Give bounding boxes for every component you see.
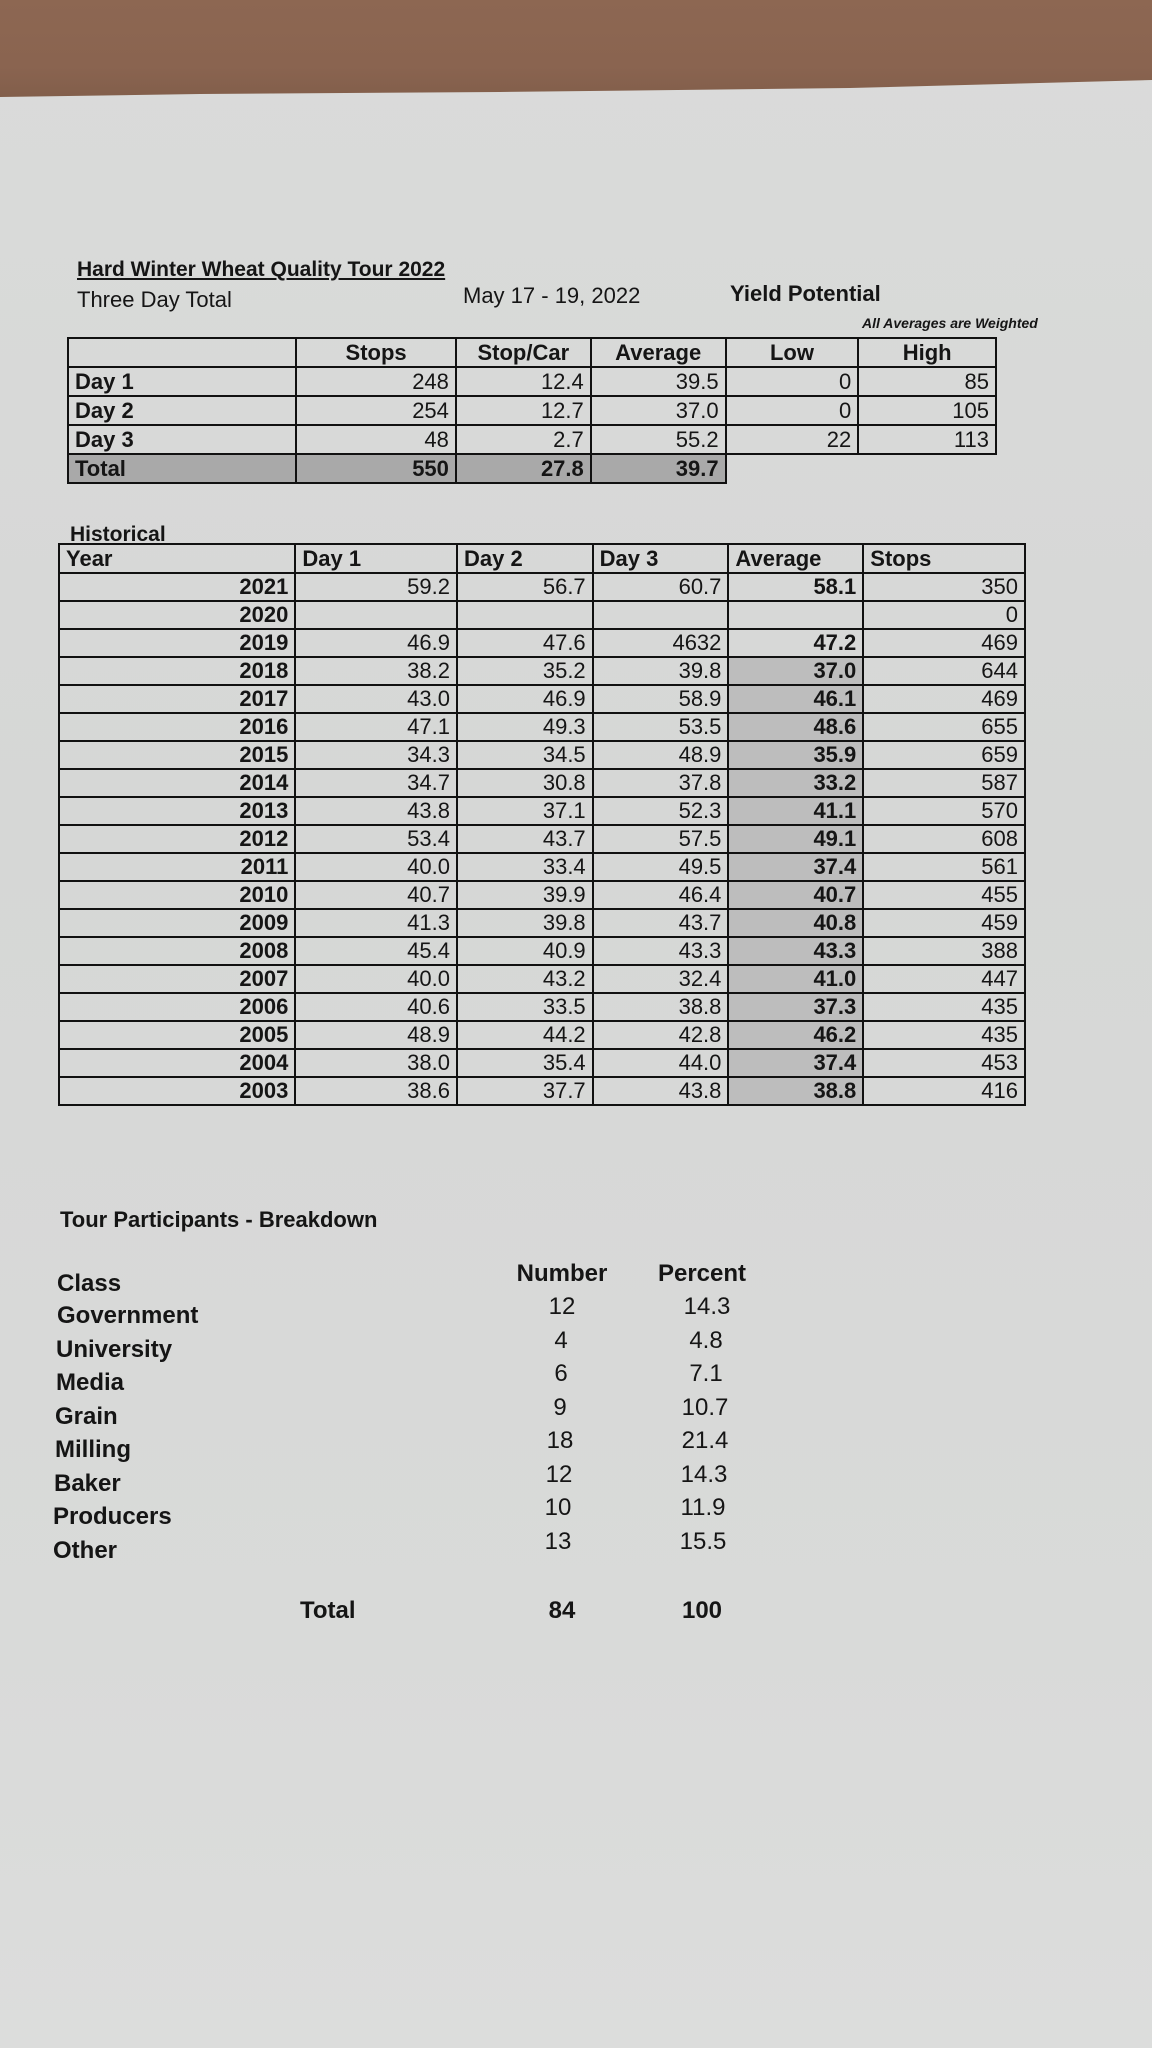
day3-cell: 37.8 — [593, 769, 729, 797]
participants-header-row — [57, 1260, 757, 1303]
day2-cell: 39.9 — [457, 881, 593, 909]
stop-car-cell: 2.7 — [456, 425, 591, 454]
total-percent: 100 — [681, 1597, 723, 1624]
participant-row — [54, 1460, 754, 1503]
average-cell: 46.1 — [728, 685, 863, 713]
stops-cell: 0 — [863, 601, 1025, 629]
year-cell: 2019 — [59, 629, 295, 657]
total-number: 84 — [548, 1597, 576, 1624]
year-cell: 2008 — [59, 937, 295, 965]
stops-cell: 644 — [863, 657, 1025, 685]
day1-cell: 43.8 — [295, 797, 457, 825]
day3-cell: 42.8 — [593, 1021, 729, 1049]
number-cell: 12 — [545, 1460, 573, 1488]
day2-cell: 33.4 — [457, 853, 593, 881]
day1-cell: 59.2 — [295, 573, 457, 601]
high-cell: 85 — [858, 367, 996, 396]
day3-cell: 58.9 — [593, 685, 729, 713]
year-cell: 2010 — [59, 881, 295, 909]
day3-cell: 44.0 — [593, 1049, 729, 1077]
day1-cell: 48.9 — [295, 1021, 457, 1049]
average-cell: 46.2 — [728, 1021, 863, 1049]
header-day2: Day 2 — [457, 544, 593, 573]
header-day1: Day 1 — [295, 544, 457, 573]
class-cell: Producers — [53, 1503, 172, 1530]
day1-cell: 45.4 — [295, 937, 457, 965]
day1-cell: 34.3 — [295, 741, 457, 769]
day2-cell: 40.9 — [457, 937, 593, 965]
year-cell: 2012 — [59, 825, 295, 853]
year-cell: 2009 — [59, 909, 295, 937]
percent-cell: 14.3 — [680, 1460, 728, 1488]
percent-cell: 14.3 — [683, 1293, 731, 1320]
number-cell: 4 — [554, 1326, 568, 1354]
day2-cell: 34.5 — [457, 741, 593, 769]
average-cell: 38.8 — [728, 1077, 863, 1105]
average-cell: 47.2 — [728, 629, 863, 657]
average-cell: 40.7 — [728, 881, 863, 909]
participants-title: Tour Participants - Breakdown — [60, 1207, 378, 1232]
day3-cell: 52.3 — [593, 797, 729, 825]
class-cell: Government — [57, 1302, 199, 1329]
average-cell: 55.2 — [591, 425, 726, 454]
stops-cell: 655 — [863, 713, 1025, 741]
year-cell: 2003 — [59, 1077, 295, 1105]
day2-cell: 43.7 — [457, 825, 593, 853]
average-cell: 37.4 — [728, 1049, 863, 1077]
day3-cell: 32.4 — [593, 965, 729, 993]
document-dates: May 17 - 19, 2022 — [463, 283, 641, 308]
stops-cell: 416 — [863, 1077, 1025, 1105]
stop-car-cell: 12.4 — [456, 367, 591, 396]
total-average: 39.7 — [591, 454, 726, 483]
day3-cell: 57.5 — [593, 825, 729, 853]
high-cell: 105 — [858, 396, 996, 425]
day2-cell: 44.2 — [457, 1021, 593, 1049]
class-cell: Grain — [55, 1402, 118, 1430]
day2-cell: 47.6 — [457, 629, 593, 657]
day1-cell: 43.0 — [295, 685, 457, 713]
day3-cell: 60.7 — [593, 573, 729, 601]
row-label: Day 2 — [68, 396, 296, 425]
day2-cell: 56.7 — [457, 573, 593, 601]
total-label: Total — [300, 1597, 356, 1624]
stops-cell: 570 — [863, 797, 1025, 825]
year-cell: 2011 — [59, 853, 295, 881]
stops-cell: 453 — [863, 1049, 1025, 1077]
stops-cell: 248 — [296, 367, 456, 396]
day3-cell: 43.3 — [593, 937, 729, 965]
average-cell: 33.2 — [728, 769, 863, 797]
number-cell: 10 — [544, 1494, 572, 1521]
year-cell: 2015 — [59, 741, 295, 769]
stops-cell: 435 — [863, 1021, 1025, 1049]
day1-cell: 38.2 — [295, 657, 457, 685]
year-cell: 2014 — [59, 769, 295, 797]
number-cell: 12 — [548, 1293, 576, 1320]
high-cell: 113 — [858, 425, 996, 454]
day2-cell: 33.5 — [457, 993, 593, 1021]
average-cell: 37.0 — [591, 396, 726, 425]
day1-cell: 46.9 — [295, 629, 457, 657]
day3-cell: 39.8 — [593, 657, 729, 685]
number-cell: 18 — [546, 1427, 574, 1454]
day3-cell: 43.7 — [593, 909, 729, 937]
average-cell: 48.6 — [728, 713, 863, 741]
row-label: Day 1 — [68, 367, 296, 396]
summary-header-average: Average — [591, 338, 726, 367]
average-cell: 35.9 — [728, 741, 863, 769]
participant-row — [56, 1360, 756, 1402]
participant-row — [53, 1494, 753, 1536]
stops-cell: 254 — [296, 396, 456, 425]
header-average: Average — [728, 544, 863, 573]
header-stops: Stops — [863, 544, 1025, 573]
participants-total-row — [57, 1597, 757, 1630]
header-class: Class — [57, 1270, 122, 1297]
class-cell: Media — [56, 1369, 125, 1396]
summary-header-stop-car: Stop/Car — [456, 338, 591, 367]
participant-row — [53, 1527, 753, 1570]
header-year: Year — [59, 544, 295, 573]
year-cell: 2021 — [59, 573, 295, 601]
stops-cell: 455 — [863, 881, 1025, 909]
stops-cell: 435 — [863, 993, 1025, 1021]
class-cell: Baker — [54, 1469, 121, 1497]
low-cell: 0 — [726, 396, 859, 425]
day1-cell: 38.0 — [295, 1049, 457, 1077]
stops-cell: 48 — [296, 425, 456, 454]
year-cell: 2017 — [59, 685, 295, 713]
stops-cell: 350 — [863, 573, 1025, 601]
year-cell: 2007 — [59, 965, 295, 993]
day1-cell: 38.6 — [295, 1077, 457, 1105]
average-cell: 41.1 — [728, 797, 863, 825]
day2-cell: 43.2 — [457, 965, 593, 993]
document-title: Hard Winter Wheat Quality Tour 2022 — [77, 258, 446, 281]
stops-cell: 659 — [863, 741, 1025, 769]
header-percent: Percent — [657, 1260, 747, 1287]
day2-cell: 35.4 — [457, 1049, 593, 1077]
year-cell: 2016 — [59, 713, 295, 741]
average-cell: 39.5 — [591, 367, 726, 396]
class-cell: Milling — [55, 1436, 131, 1463]
year-cell: 2005 — [59, 1021, 295, 1049]
average-cell: 58.1 — [728, 573, 863, 601]
day2-cell: 39.8 — [457, 909, 593, 937]
day1-cell: 53.4 — [295, 825, 457, 853]
day3-cell: 49.5 — [593, 853, 729, 881]
year-cell: 2020 — [59, 601, 295, 629]
number-cell: 9 — [553, 1393, 567, 1421]
stops-cell: 561 — [863, 853, 1025, 881]
stop-car-cell: 12.7 — [456, 396, 591, 425]
day1-cell: 40.0 — [295, 853, 457, 881]
stops-cell: 388 — [863, 937, 1025, 965]
percent-cell: 10.7 — [681, 1393, 729, 1421]
percent-cell: 11.9 — [680, 1494, 726, 1521]
average-cell: 37.4 — [728, 853, 863, 881]
day3-cell: 4632 — [593, 629, 729, 657]
participant-row — [55, 1393, 755, 1436]
percent-cell: 7.1 — [689, 1360, 723, 1387]
average-cell: 49.1 — [728, 825, 863, 853]
class-cell: University — [56, 1335, 173, 1363]
total-stops: 550 — [296, 454, 456, 483]
average-cell: 41.0 — [728, 965, 863, 993]
day2-cell: 30.8 — [457, 769, 593, 797]
participant-row — [57, 1293, 757, 1335]
stops-cell: 608 — [863, 825, 1025, 853]
class-cell: Other — [53, 1536, 118, 1564]
day1-cell: 41.3 — [295, 909, 457, 937]
summary-header-stops: Stops — [296, 338, 456, 367]
row-label: Day 3 — [68, 425, 296, 454]
day2-cell: 37.1 — [457, 797, 593, 825]
stops-cell: 469 — [863, 685, 1025, 713]
day1-cell: 40.0 — [295, 965, 457, 993]
year-cell: 2006 — [59, 993, 295, 1021]
participant-row — [56, 1326, 756, 1369]
percent-cell: 4.8 — [689, 1326, 723, 1354]
day2-cell: 37.7 — [457, 1077, 593, 1105]
day1-cell: 34.7 — [295, 769, 457, 797]
stops-cell: 469 — [863, 629, 1025, 657]
average-cell: 37.3 — [728, 993, 863, 1021]
summary-header-low: Low — [726, 338, 859, 367]
percent-cell: 21.4 — [681, 1427, 729, 1454]
day3-cell: 43.8 — [593, 1077, 729, 1105]
day2-cell: 35.2 — [457, 657, 593, 685]
day1-cell: 40.6 — [295, 993, 457, 1021]
average-cell: 37.0 — [728, 657, 863, 685]
day1-cell: 40.7 — [295, 881, 457, 909]
average-cell: 43.3 — [728, 937, 863, 965]
stops-cell: 447 — [863, 965, 1025, 993]
low-cell: 22 — [726, 425, 859, 454]
summary-header-high: High — [858, 338, 996, 367]
day3-cell: 48.9 — [593, 741, 729, 769]
header-number: Number — [516, 1260, 608, 1287]
historical-title: Historical — [70, 523, 166, 546]
number-cell: 6 — [554, 1360, 568, 1387]
weighted-averages-note: All Averages are Weighted — [862, 315, 1038, 331]
participant-row — [55, 1427, 755, 1469]
stops-cell: 459 — [863, 909, 1025, 937]
day2-cell: 46.9 — [457, 685, 593, 713]
stops-cell: 587 — [863, 769, 1025, 797]
low-cell: 0 — [726, 367, 859, 396]
document-subtitle: Three Day Total — [77, 287, 232, 312]
year-cell: 2004 — [59, 1049, 295, 1077]
day2-cell: 49.3 — [457, 713, 593, 741]
total-label: Total — [68, 454, 296, 483]
day3-cell: 46.4 — [593, 881, 729, 909]
total-stop-car: 27.8 — [456, 454, 591, 483]
yield-potential-label: Yield Potential — [730, 281, 881, 306]
average-cell: 40.8 — [728, 909, 863, 937]
percent-cell: 15.5 — [679, 1527, 727, 1555]
header-day3: Day 3 — [593, 544, 729, 573]
number-cell: 13 — [544, 1527, 572, 1555]
year-cell: 2013 — [59, 797, 295, 825]
day1-cell: 47.1 — [295, 713, 457, 741]
day3-cell: 53.5 — [593, 713, 729, 741]
day3-cell: 38.8 — [593, 993, 729, 1021]
year-cell: 2018 — [59, 657, 295, 685]
